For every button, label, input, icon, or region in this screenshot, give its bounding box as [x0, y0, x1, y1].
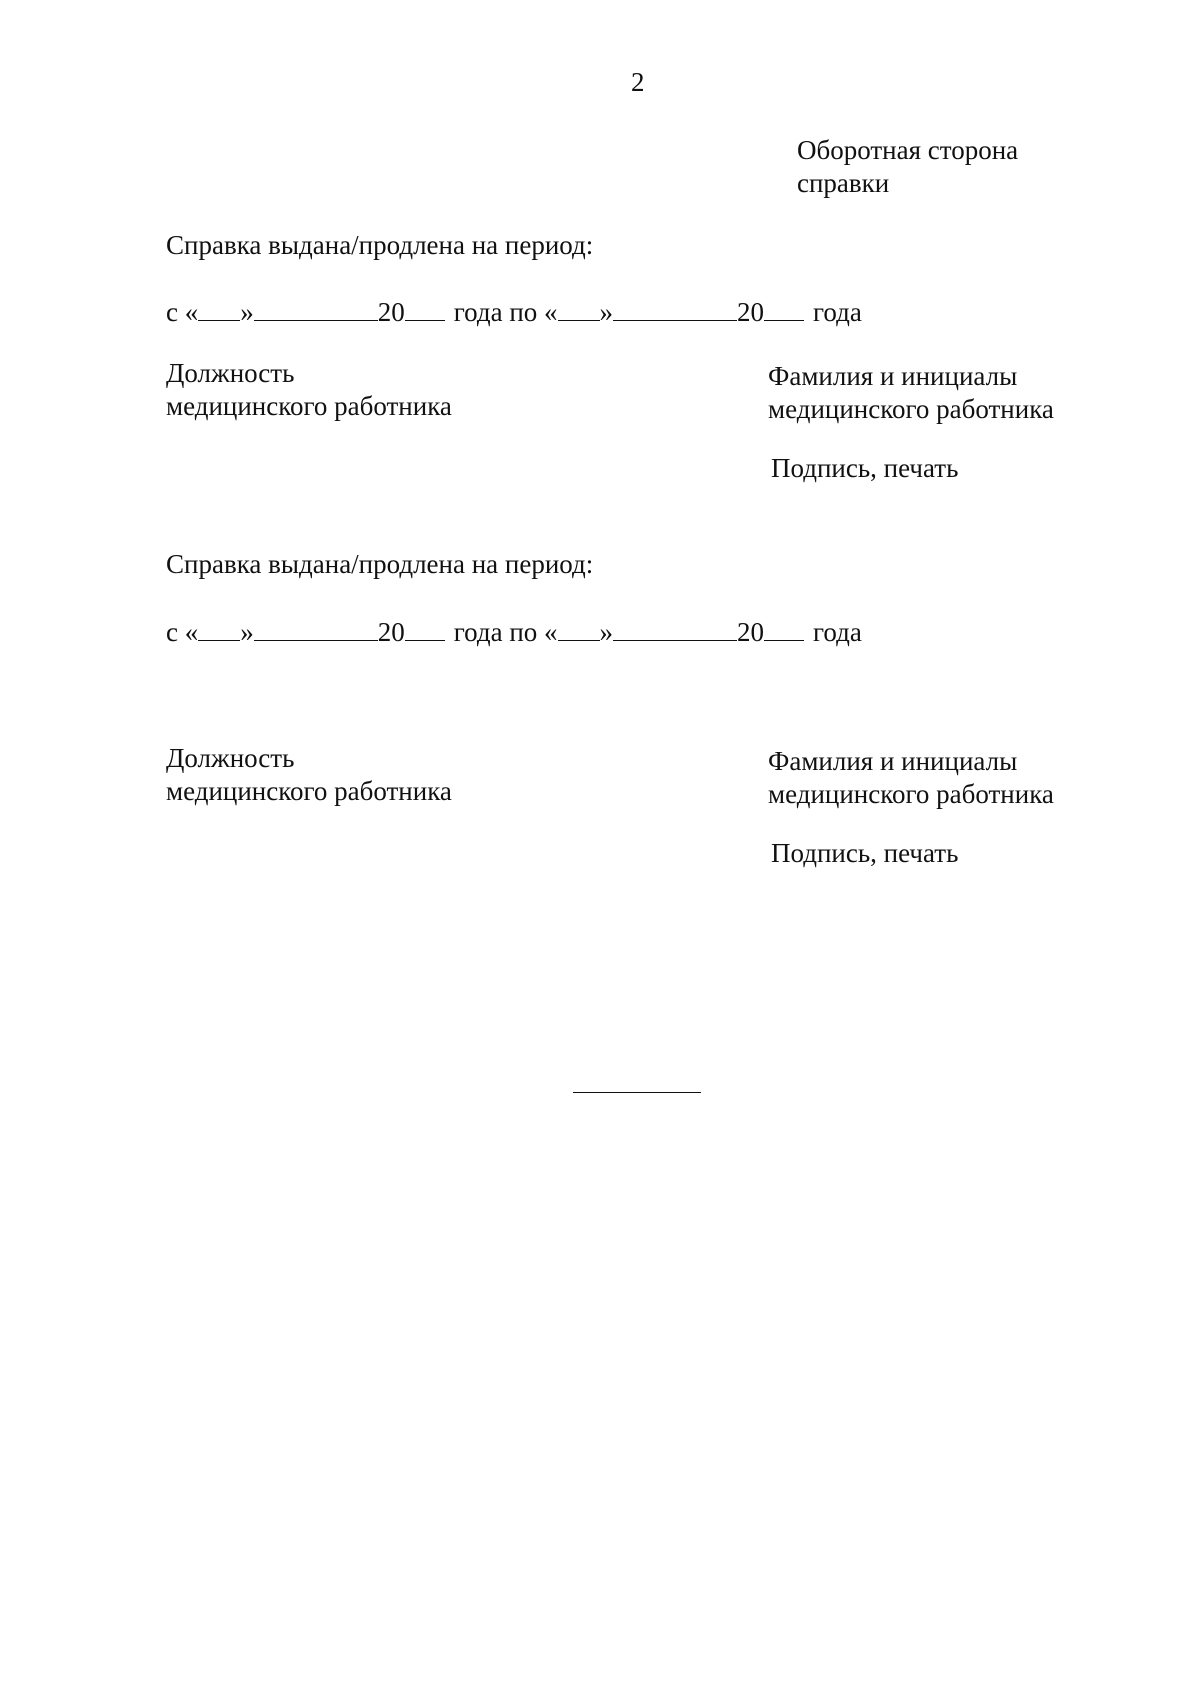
date-to-month-field[interactable] [613, 294, 737, 321]
signature-label-1: Подпись, печать [771, 453, 959, 483]
date-from-prefix: с « [166, 617, 199, 647]
date-to-year-field[interactable] [764, 614, 804, 641]
signature-label-2: Подпись, печать [771, 838, 959, 868]
date-from-day-field[interactable] [198, 294, 240, 321]
date-to-day-field[interactable] [558, 614, 600, 641]
date-to-century: 20 [737, 297, 765, 327]
date-from-month-field[interactable] [254, 614, 378, 641]
position-label-line1: Должность [166, 358, 295, 388]
period-heading-2: Справка выдана/продлена на период: [166, 549, 594, 579]
name-label-2 [768, 745, 1054, 811]
position-label-line1: Должность [166, 743, 295, 773]
date-from-close-quote: » [240, 617, 254, 647]
date-to-prefix: года по « [453, 297, 558, 327]
date-from-prefix: с « [166, 297, 199, 327]
position-label-line2: медицинского работника [166, 391, 452, 421]
date-range-line-1 [166, 294, 862, 329]
date-to-day-field[interactable] [558, 294, 600, 321]
date-range-line-2 [166, 614, 862, 649]
date-from-century: 20 [377, 617, 405, 647]
date-from-century: 20 [377, 297, 405, 327]
document-side-label-line2: справки [797, 168, 890, 198]
name-label-1 [768, 360, 1054, 426]
date-to-suffix: года [813, 297, 862, 327]
date-to-close-quote: » [599, 297, 614, 327]
position-label-line2: медицинского работника [166, 776, 452, 806]
date-to-century: 20 [737, 617, 765, 647]
date-from-close-quote: » [240, 297, 254, 327]
date-to-suffix: года [813, 617, 862, 647]
date-from-year-field[interactable] [405, 294, 445, 321]
name-label-line1: Фамилия и инициалы [768, 746, 1018, 776]
document-side-label [797, 134, 1018, 200]
date-to-prefix: года по « [453, 617, 558, 647]
name-label-line2: медицинского работника [768, 779, 1054, 809]
name-label-line2: медицинского работника [768, 394, 1054, 424]
date-from-day-field[interactable] [198, 614, 240, 641]
period-heading-1: Справка выдана/продлена на период: [166, 230, 594, 260]
name-label-line1: Фамилия и инициалы [768, 361, 1018, 391]
date-from-month-field[interactable] [254, 294, 378, 321]
date-from-year-field[interactable] [405, 614, 445, 641]
end-of-document-rule [573, 1092, 701, 1093]
position-label-2 [166, 742, 452, 808]
page-number: 2 [631, 67, 645, 97]
date-to-month-field[interactable] [613, 614, 737, 641]
document-side-label-line1: Оборотная сторона [797, 135, 1019, 165]
date-to-year-field[interactable] [764, 294, 804, 321]
position-label-1 [166, 357, 452, 423]
date-to-close-quote: » [599, 617, 614, 647]
